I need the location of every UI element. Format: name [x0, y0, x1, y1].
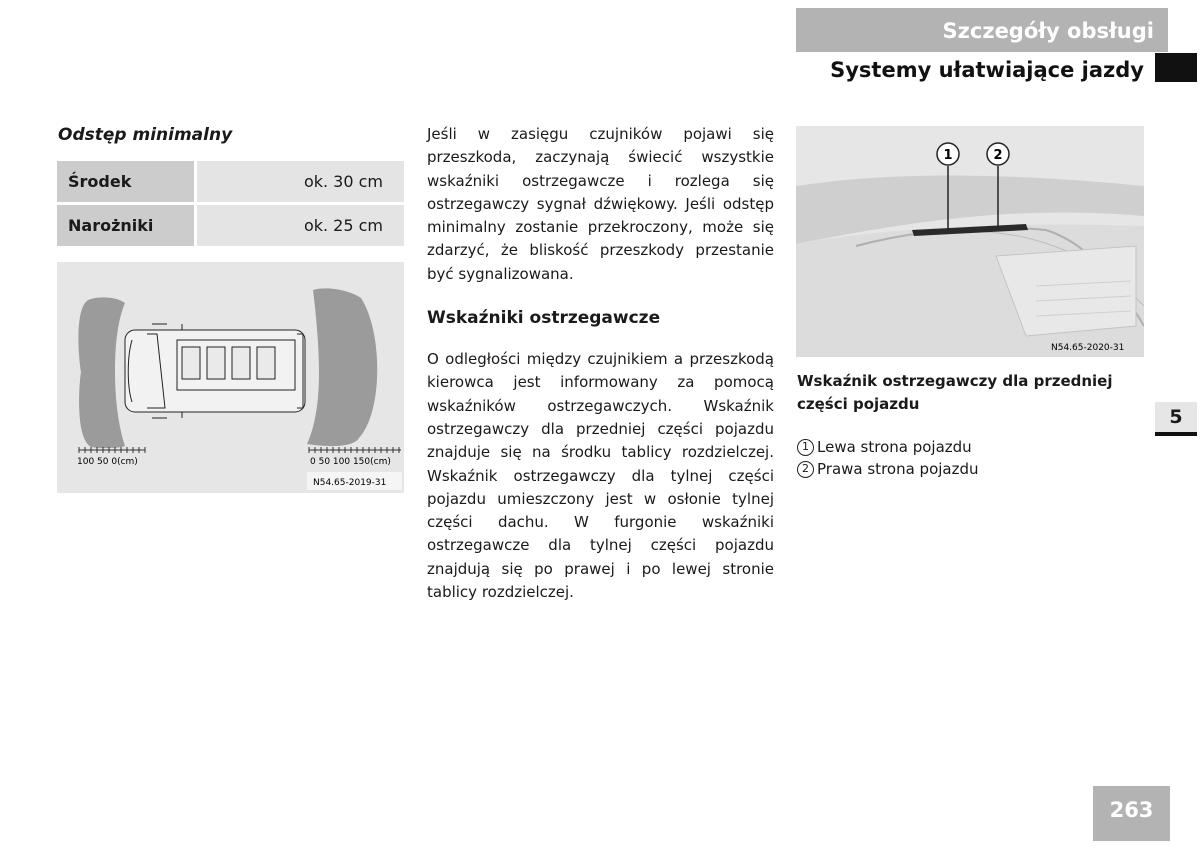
intro-paragraph: Jeśli w zasięgu czujników pojawi się przeszkoda, zaczynają świecić wszystkie wskaźniki ostrzegawcze i rozlega się ostrzegawczy sygnał dźwiękowy. Jeśli odstęp minimalny zostanie przekroczony, może się zdarzyć, że bliskość przeszkody przestanie być sygnalizowana.: [427, 125, 774, 283]
table-heading: Odstęp minimalny: [58, 125, 233, 145]
chapter-title: Systemy ułatwiające jazdy: [830, 58, 1144, 82]
callout-2-label: 2: [993, 148, 1003, 163]
row-label: Narożniki: [57, 205, 194, 246]
chapter-marker-block: [1155, 53, 1197, 82]
parking-sensor-range-figure: [57, 262, 404, 493]
section-heading: Wskaźniki ostrzegawcze: [427, 308, 661, 329]
warning-indicator-figure: [796, 126, 1144, 357]
figure-caption: Wskaźnik ostrzegawczy dla przedniej części pojazdu: [797, 372, 1113, 413]
row-value: ok. 25 cm: [197, 205, 404, 246]
section-title: Szczegóły obsługi: [942, 19, 1154, 43]
chapter-tab: 5: [1155, 402, 1197, 436]
legend-number-icon: 1: [797, 439, 814, 456]
figure-legend: [797, 436, 979, 480]
legend-text: Lewa strona pojazdu: [817, 438, 972, 456]
section-header-band: [796, 8, 1168, 52]
row-value: ok. 30 cm: [197, 161, 404, 202]
figure-code: N54.65-2020-31: [1051, 343, 1125, 353]
figure-code: N54.65-2019-31: [313, 478, 387, 488]
left-scale-label: 100 50 0(cm): [77, 457, 138, 467]
body-column: [427, 123, 774, 604]
right-scale-label: 0 50 100 150(cm): [310, 457, 391, 467]
table-row: [57, 205, 404, 246]
callout-1-label: 1: [943, 148, 953, 163]
callout-1-icon: [937, 143, 959, 165]
legend-number-icon: 2: [797, 461, 814, 478]
row-label: Środek: [57, 161, 194, 202]
legend-item: [797, 458, 979, 480]
page-number: 263: [1093, 786, 1170, 841]
van-outline: [125, 324, 305, 418]
callout-2-icon: [987, 143, 1009, 165]
front-sensor-range-zone: [78, 297, 125, 448]
rear-sensor-range-zone: [307, 288, 377, 446]
table-row: [57, 161, 404, 202]
vehicle-top-view-illustration: [57, 262, 404, 493]
legend-item: [797, 436, 979, 458]
body-paragraph: O odległości między czujnikiem a przeszkodą kierowca jest informowany za pomocą wskaźników ostrzegawczych. Wskaźnik ostrzegawczy dla przedniej części pojazdu znajduje się na środku tablicy rozdzielczej. Wskaźnik ostrzegawczy dla tylnej części pojazdu umieszczony jest w osłonie tylnej części dachu. W furgonie wskaźniki ostrzegawcze dla tylnej części pojazdu znajdują się po prawej i po lewej stronie tablicy rozdzielczej.: [427, 350, 774, 602]
distance-table: [57, 161, 404, 249]
dashboard-illustration: [796, 126, 1144, 357]
legend-text: Prawa strona pojazdu: [817, 460, 979, 478]
